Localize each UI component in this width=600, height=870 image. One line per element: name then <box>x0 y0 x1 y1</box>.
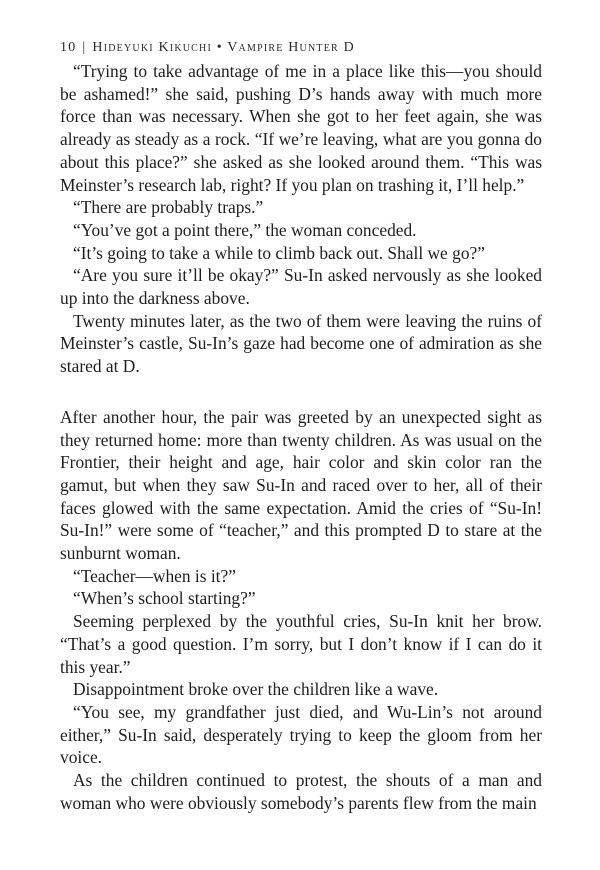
paragraph: Twenty minutes later, as the two of them were leaving the ruins of Meinster’s castle, Su-In’s gaze had become one of admiration as she stared at D. <box>60 310 542 377</box>
header-separator: | <box>82 40 87 55</box>
section-opening-paragraph: After another hour, the pair was greeted by an unexpected sight as they returned home: more than twenty children. As was usual on the Frontier, their height and age, hair color and skin color ran the gamut, but when they saw Su-In and raced over to her, all of their faces glowed with the same expectation. Amid the cries of “Su-In! Su-In!” were some of “teacher,” and this prompted D to stare at the sunburnt woman. <box>60 406 542 564</box>
page-number: 10 <box>60 40 77 55</box>
paragraph: “It’s going to take a while to climb back out. Shall we go?” <box>73 242 485 263</box>
running-title: Hideyuki Kikuchi • Vampire Hunter D <box>92 40 355 55</box>
paragraph: Disappointment broke over the children like a wave. <box>73 679 439 700</box>
paragraph: “Teacher—when is it?” <box>73 565 236 586</box>
paragraph: “When’s school starting?” <box>73 588 256 609</box>
paragraph: Seeming perplexed by the youthful cries, Su-In knit her brow. “That’s a good question. I’m sorry, but I don’t know if I can do it this year.” <box>60 611 542 677</box>
paragraph: “Are you sure it’ll be okay?” Su-In asked nervously as she looked up into the darkness above. <box>60 265 542 309</box>
paragraph: “You’ve got a point there,” the woman conceded. <box>73 219 417 240</box>
page-body-text <box>60 60 542 815</box>
running-header <box>60 40 355 58</box>
paragraph: “You see, my grandfather just died, and Wu-Lin’s not around either,” Su-In said, desperately trying to keep the gloom from her voice. <box>60 701 542 768</box>
paragraph: “Trying to take advantage of me in a place like this—you should be ashamed!” she said, pushing D’s hands away with much more force than was necessary. When she got to her feet again, she was already as steady as a rock. “If we’re leaving, what are you gonna do about this place?” she asked as she looked around them. “This was Meinster’s research lab, right? If you plan on trashing it, I’ll help.” <box>60 61 542 195</box>
paragraph: “There are probably traps.” <box>73 197 264 218</box>
paragraph: As the children continued to protest, the shouts of a man and woman who were obviously somebody’s parents flew from the main <box>60 770 542 813</box>
